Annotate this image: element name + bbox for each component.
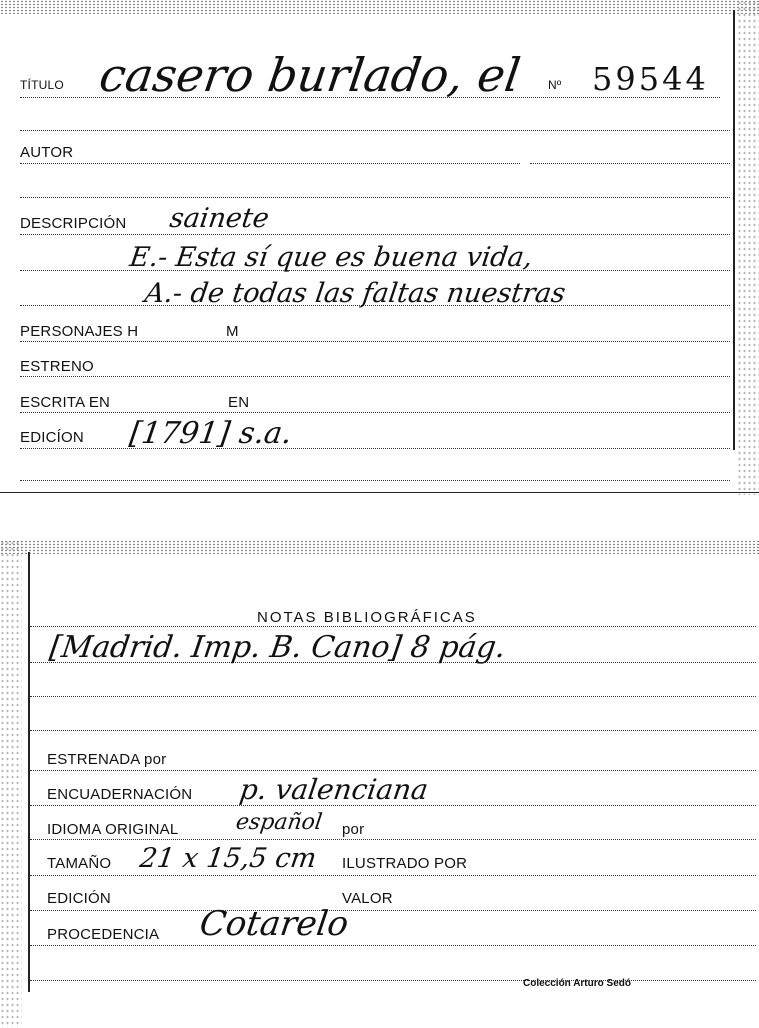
ilustrado-label: ILUSTRADO POR [342, 855, 468, 872]
rule-line [30, 770, 756, 771]
card-separator [0, 492, 759, 493]
catalog-card-back [0, 540, 759, 1028]
en-label: EN [228, 394, 250, 411]
rule-line [30, 839, 756, 840]
numero-label: Nº [548, 78, 562, 92]
rule-line [20, 163, 520, 164]
idioma-label: IDIOMA ORIGINAL [47, 821, 179, 838]
scan-edge-top [0, 0, 759, 14]
idioma-value: español [234, 810, 324, 835]
descripcion-line-3: A.- de todas las faltas nuestras [142, 278, 568, 309]
scan-edge-top [0, 540, 759, 554]
rule-line [20, 412, 730, 413]
rule-line [530, 163, 730, 164]
encuadernacion-value: p. valenciana [237, 773, 431, 806]
catalog-card-front [0, 0, 759, 495]
titulo-label: TÍTULO [20, 78, 64, 92]
descripcion-value: sainete [167, 203, 271, 234]
escrita-label: ESCRITA EN [20, 394, 111, 411]
descripcion-label: DESCRIPCIÓN [20, 215, 127, 232]
procedencia-label: PROCEDENCIA [47, 926, 160, 943]
notas-value: [Madrid. Imp. B. Cano] 8 pág. [47, 630, 508, 665]
numero-value: 59544 [592, 60, 709, 98]
rule-line [30, 945, 756, 946]
coleccion-stamp: Colección Arturo Sedó [523, 978, 631, 989]
rule-line [30, 626, 756, 627]
card-left-border [28, 552, 30, 992]
rule-line [20, 234, 730, 235]
rule-line [20, 197, 730, 198]
tamano-value: 21 x 15,5 cm [137, 843, 319, 874]
edicion-value: [1791] s.a. [127, 416, 295, 451]
personajes-label: PERSONAJES H [20, 323, 139, 340]
personajes-m-label: M [226, 323, 239, 340]
valor-label: VALOR [342, 890, 393, 907]
card-right-border [733, 10, 735, 450]
rule-line [20, 376, 730, 377]
rule-line [20, 480, 730, 481]
titulo-value: casero burlado, el [96, 48, 524, 102]
rule-line [20, 448, 730, 449]
scan-edge-right [737, 0, 759, 495]
procedencia-value: Cotarelo [197, 904, 351, 944]
rule-line [30, 980, 756, 981]
edicion-label: EDICÍON [20, 429, 84, 446]
notas-heading: NOTAS BIBLIOGRÁFICAS [257, 609, 477, 626]
scan-edge-left [0, 540, 22, 1028]
rule-line [20, 341, 730, 342]
rule-line [20, 130, 730, 131]
estreno-label: ESTRENO [20, 358, 94, 375]
encuadernacion-label: ENCUADERNACIÓN [47, 786, 193, 803]
rule-line [30, 730, 756, 731]
rule-line [30, 875, 756, 876]
autor-label: AUTOR [20, 144, 74, 161]
rule-line [30, 910, 756, 911]
edicion-back-label: EDICIÓN [47, 890, 111, 907]
rule-line [30, 696, 756, 697]
estrenada-label: ESTRENADA por [47, 751, 167, 768]
descripcion-line-2: E.- Esta sí que es buena vida, [127, 242, 535, 273]
idioma-por-label: por [342, 821, 365, 838]
tamano-label: TAMAÑO [47, 855, 112, 872]
